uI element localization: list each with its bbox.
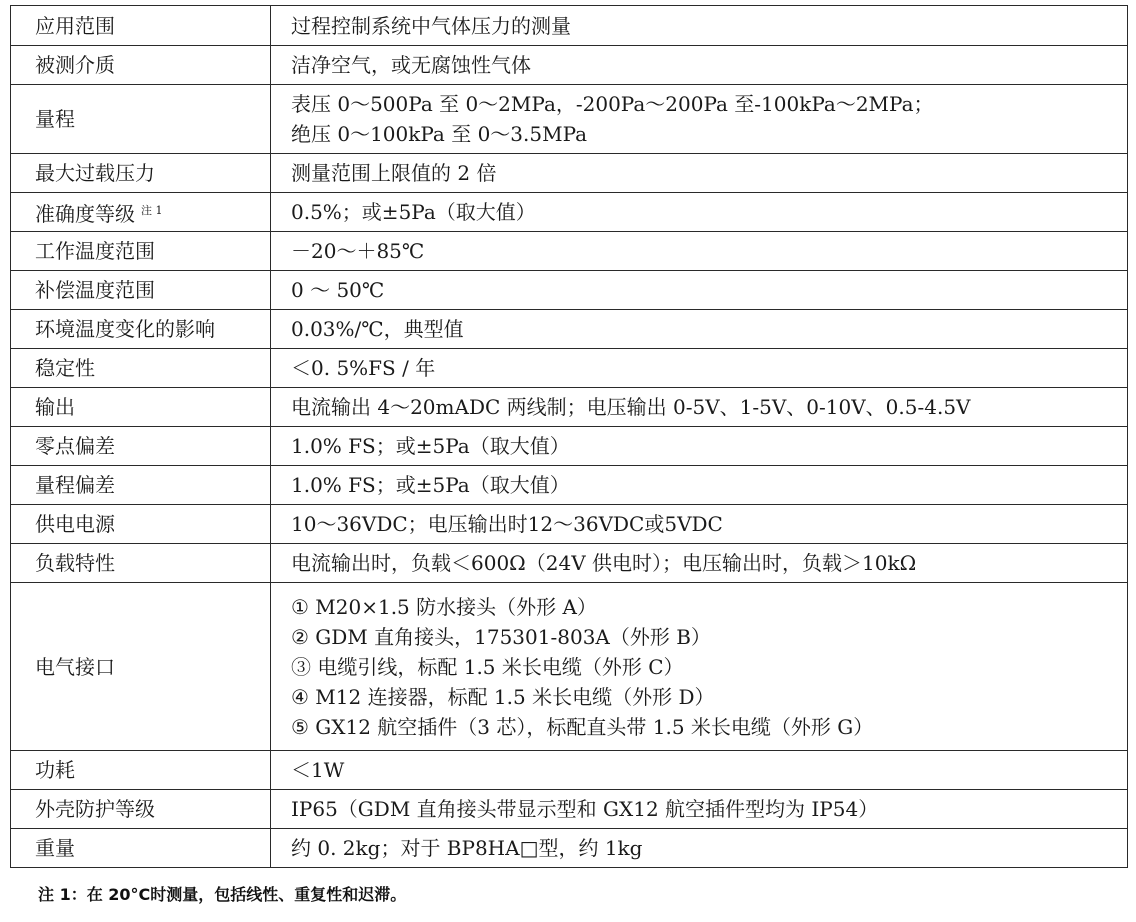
- spec-value-cell: [271, 427, 1128, 466]
- spec-value-line: ＜0. 5%FS / 年: [291, 356, 436, 380]
- spec-label-cell: [11, 154, 271, 193]
- spec-label: 应用范围: [35, 13, 115, 38]
- spec-label: 量程: [35, 107, 75, 131]
- spec-label: 电气接口: [35, 654, 115, 679]
- spec-value-cell: [271, 544, 1128, 583]
- spec-label: 功耗: [35, 758, 75, 782]
- spec-value-line: 0.5%；或±5Pa（取大值）: [291, 200, 536, 224]
- spec-label: 最大过载压力: [35, 161, 155, 185]
- spec-value-line: 约 0. 2kg；对于 BP8HA□型，约 1kg: [291, 836, 643, 860]
- spec-label: 重量: [35, 836, 75, 860]
- spec-row: [11, 193, 1128, 232]
- footnote-marker: 注 1: [141, 203, 163, 217]
- spec-value-line: IP65（GDM 直角接头带显示型和 GX12 航空插件型均为 IP54）: [291, 797, 879, 821]
- spec-label-cell: [11, 310, 271, 349]
- spec-value-line: 绝压 0～100kPa 至 0～3.5MPa: [291, 122, 588, 146]
- spec-value-line: ④ M12 连接器，标配 1.5 米长电缆（外形 D）: [291, 684, 715, 709]
- spec-value-cell: [271, 271, 1128, 310]
- spec-label-cell: [11, 505, 271, 544]
- spec-value-line: 0 ～ 50℃: [291, 278, 385, 302]
- spec-value-cell: [271, 583, 1128, 751]
- spec-label: 准确度等级: [35, 201, 135, 226]
- spec-label: 量程偏差: [35, 473, 115, 497]
- spec-label: 供电电源: [35, 512, 115, 536]
- spec-row: [11, 790, 1128, 829]
- spec-label: 负载特性: [35, 551, 115, 575]
- spec-label-cell: [11, 271, 271, 310]
- spec-row: [11, 85, 1128, 154]
- spec-label-cell: [11, 349, 271, 388]
- spec-label-cell: [11, 388, 271, 427]
- spec-value-cell: [271, 829, 1128, 868]
- spec-value-cell: [271, 751, 1128, 790]
- spec-row: [11, 349, 1128, 388]
- spec-value-cell: [271, 85, 1128, 154]
- spec-row: [11, 829, 1128, 868]
- spec-row: [11, 505, 1128, 544]
- spec-label: 零点偏差: [35, 434, 115, 458]
- spec-row: [11, 154, 1128, 193]
- spec-value-line: 洁净空气，或无腐蚀性气体: [291, 53, 531, 77]
- spec-value-line: ① M20×1.5 防水接头（外形 A）: [291, 594, 597, 619]
- spec-value-line: ② GDM 直角接头，175301-803A（外形 B）: [291, 624, 711, 649]
- spec-value-line: 10～36VDC；电压输出时12～36VDC或5VDC: [291, 512, 723, 536]
- spec-value-cell: [271, 46, 1128, 85]
- spec-value-cell: [271, 310, 1128, 349]
- spec-value-cell: [271, 790, 1128, 829]
- spec-row: [11, 271, 1128, 310]
- spec-label-cell: [11, 232, 271, 271]
- spec-value-cell: [271, 505, 1128, 544]
- spec-label-cell: [11, 85, 271, 154]
- spec-row: [11, 427, 1128, 466]
- spec-value-line: 电流输出时，负载＜600Ω（24V 供电时）；电压输出时，负载＞10kΩ: [291, 551, 917, 575]
- spec-label-cell: [11, 466, 271, 505]
- spec-value-line: ③ 电缆引线，标配 1.5 米长电缆（外形 C）: [291, 654, 684, 679]
- spec-value-line: ＜1W: [291, 758, 345, 782]
- spec-label-cell: [11, 6, 271, 46]
- spec-row: [11, 388, 1128, 427]
- spec-value-cell: [271, 388, 1128, 427]
- spec-row: [11, 466, 1128, 505]
- spec-value-line: －20～＋85℃: [291, 239, 425, 263]
- spec-row: [11, 544, 1128, 583]
- spec-value-line: 1.0% FS；或±5Pa（取大值）: [291, 434, 570, 458]
- spec-row: [11, 6, 1128, 46]
- spec-label: 补偿温度范围: [35, 278, 155, 302]
- spec-value-cell: [271, 349, 1128, 388]
- spec-label-cell: [11, 829, 271, 868]
- footnote: 注 1：在 20°C时测量，包括线性、重复性和迟滞。: [38, 885, 407, 904]
- spec-value-line: 0.03%/℃，典型值: [291, 317, 464, 341]
- spec-value-line: 测量范围上限值的 2 倍: [291, 161, 497, 185]
- spec-row: [11, 583, 1128, 751]
- spec-label: 输出: [35, 395, 75, 419]
- spec-value-cell: [271, 466, 1128, 505]
- spec-row: [11, 232, 1128, 271]
- spec-label: 被测介质: [35, 53, 115, 77]
- spec-value-line: 表压 0～500Pa 至 0～2MPa，-200Pa～200Pa 至-100kPa～2MPa；: [291, 92, 934, 116]
- spec-row: [11, 310, 1128, 349]
- spec-label-cell: [11, 193, 271, 232]
- spec-table-body: [11, 6, 1128, 868]
- spec-value-line: 电流输出 4～20mADC 两线制；电压输出 0-5V、1-5V、0-10V、0.5-4.5V: [291, 395, 971, 419]
- spec-label-cell: [11, 790, 271, 829]
- spec-label-cell: [11, 751, 271, 790]
- spec-label-cell: [11, 46, 271, 85]
- spec-table: [10, 5, 1128, 868]
- spec-value-cell: [271, 193, 1128, 232]
- spec-row: [11, 46, 1128, 85]
- spec-label: 环境温度变化的影响: [35, 317, 215, 341]
- spec-value-cell: [271, 6, 1128, 46]
- spec-label-cell: [11, 544, 271, 583]
- spec-label-cell: [11, 427, 271, 466]
- spec-label: 外壳防护等级: [35, 797, 155, 821]
- spec-value-line: 1.0% FS；或±5Pa（取大值）: [291, 473, 570, 497]
- spec-label: 稳定性: [35, 356, 95, 380]
- spec-row: [11, 751, 1128, 790]
- spec-value-line: 过程控制系统中气体压力的测量: [291, 13, 571, 38]
- spec-value-line: ⑤ GX12 航空插件（3 芯），标配直头带 1.5 米长电缆（外形 G）: [291, 714, 874, 739]
- spec-label-cell: [11, 583, 271, 751]
- spec-value-cell: [271, 154, 1128, 193]
- spec-value-cell: [271, 232, 1128, 271]
- spec-label: 工作温度范围: [35, 239, 155, 263]
